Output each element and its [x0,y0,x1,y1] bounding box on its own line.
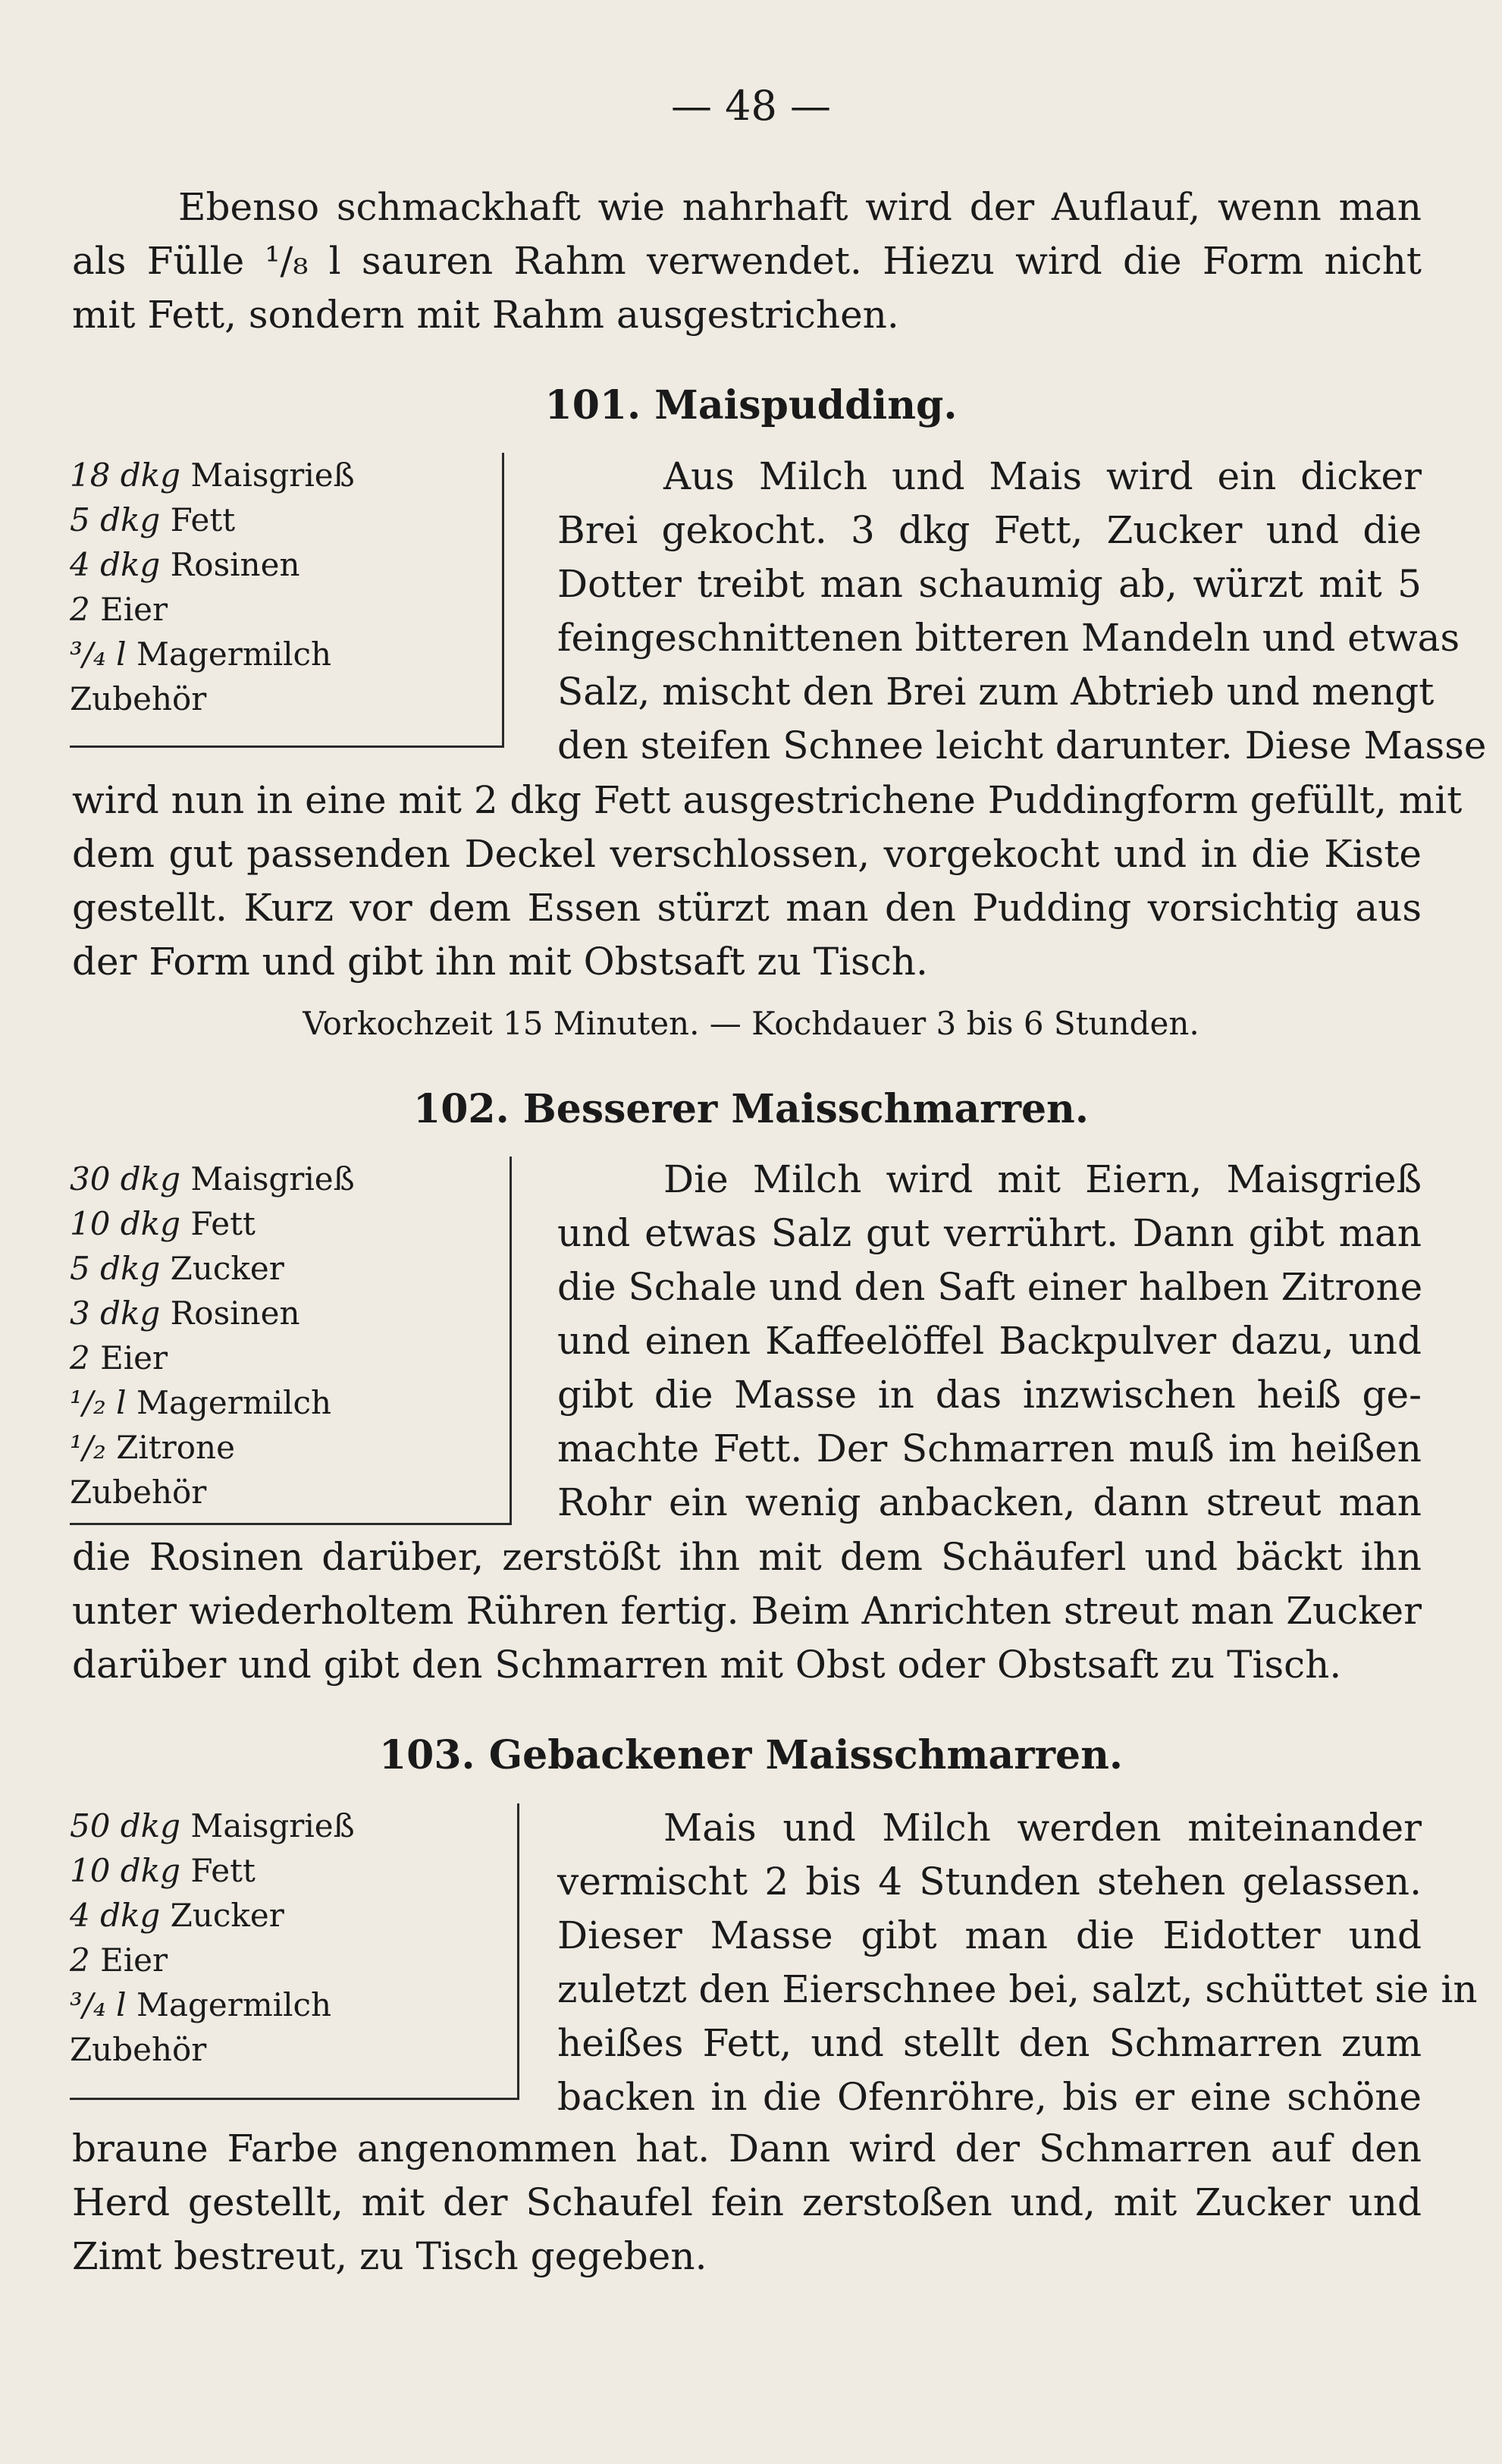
text-line: Dotter treibt man schaumig ab, würzt mit 5 [557,562,1422,606]
recipe-title-102: 102. Besserer Maisschmarren. [413,1086,1089,1132]
text-line: Brei gekocht. 3 dkg Fett, Zucker und die [557,508,1422,552]
ingredient-item [70,1425,502,1470]
text-line: Herd gestellt, mit der Schaufel fein zerstoßen und, mit Zucker und [72,2180,1422,2224]
ingredient-qty: 5 dkg [70,1250,161,1287]
recipe-title-103: 103. Gebackener Maisschmarren. [379,1732,1123,1778]
ingredient-qty: 2 [70,1941,90,1979]
text-line: die Rosinen darüber, zerstößt ihn mit dem Schäuferl und bäckt ihn [72,1535,1422,1579]
text-line: Dieser Masse gibt man die Eidotter und [557,1913,1422,1957]
text-line: feingeschnittenen bitteren Mandeln und etwas [557,616,1460,660]
ingredient-name: Magermilch [136,1986,332,2023]
text-line: darüber und gibt den Schmarren mit Obst oder Obstsaft zu Tisch. [72,1643,1342,1687]
ingredient-item [70,1803,510,1848]
recipe-text-side-103 [557,1801,1478,2124]
text-line: Rohr ein wenig anbacken, dann streut man [557,1480,1422,1524]
text-line: unter wiederholtem Rühren fertig. Beim Anrichten streut man Zucker [72,1589,1422,1633]
page-number: — 48 — [670,82,832,130]
ingredient-item [70,1982,510,2027]
ingredient-qty: 2 [70,591,90,628]
ingredient-name: Fett [190,1205,256,1242]
text-line: Die Milch wird mit Eiern, Maisgrieß [663,1157,1422,1201]
recipe-text-side-102 [557,1153,1422,1530]
text-line: mit Fett, sondern mit Rahm ausgestrichen. [72,293,899,337]
ingredient-name: Rosinen [170,1295,300,1332]
ingredient-qty: 10 dkg [70,1205,181,1242]
ingredient-qty: 5 dkg [70,501,161,538]
ingredient-name: Eier [100,591,168,628]
text-line: die Schale und den Saft einer halben Zitrone [557,1265,1423,1309]
ingredient-name: Magermilch [136,636,332,673]
ingredient-name: Maisgrieß [190,1807,355,1844]
text-line: den steifen Schnee leicht darunter. Diese Masse [557,724,1487,767]
text-line: Ebenso schmackhaft wie nahrhaft wird der Auflauf, wenn man [178,185,1422,229]
ingredient-item [70,632,494,676]
text-line: vermischt 2 bis 4 Stunden stehen gelassen. [557,1860,1422,1904]
ingredient-name: Eier [100,1941,168,1979]
recipe-text-full-102 [72,1530,1422,1692]
text-line: Salz, mischt den Brei zum Abtrieb und mengt [557,670,1435,714]
ingredient-list-102 [70,1157,512,1525]
ingredient-name: Eier [100,1339,168,1376]
ingredient-list-101 [70,453,504,748]
ingredient-item [70,498,494,542]
ingredient-qty: 2 [70,1339,90,1376]
ingredient-item [70,1246,502,1291]
ingredient-qty: 3 dkg [70,1295,161,1332]
ingredient-qty: 50 dkg [70,1807,181,1844]
ingredient-qty: 4 dkg [70,546,161,583]
text-line: gestellt. Kurz vor dem Essen stürzt man den Pudding vorsichtig aus [72,886,1422,930]
ingredient-item [70,1291,502,1336]
ingredient-name: Maisgrieß [190,457,355,494]
ingredient-item [70,587,494,632]
ingredient-name: Zucker [170,1250,284,1287]
text-line: als Fülle ¹/₈ l sauren Rahm verwendet. Hiezu wird die Form nicht [72,239,1422,283]
text-line: und etwas Salz gut verrührt. Dann gibt man [557,1211,1422,1255]
ingredient-list-103 [70,1803,519,2100]
ingredient-item [70,1848,510,1893]
recipe-text-full-101 [72,774,1463,989]
text-line: dem gut passenden Deckel verschlossen, vorgekocht und in die Kiste [72,832,1422,876]
ingredient-name: Fett [170,501,236,538]
ingredient-qty: 18 dkg [70,457,181,494]
recipe-text-full-103 [72,2122,1422,2284]
text-line: machte Fett. Der Schmarren muß im heißen [557,1427,1422,1471]
ingredient-name: Zubehör [70,1474,207,1511]
text-line: zuletzt den Eierschnee bei, salzt, schüttet sie in [557,1967,1478,2011]
ingredient-qty: ³/₄ l [70,636,127,673]
ingredient-item [70,676,494,721]
recipe-text-side-101 [557,450,1487,773]
text-line: Mais und Milch werden miteinander [663,1806,1422,1850]
intro-paragraph [72,180,1422,342]
text-line: Zimt bestreut, zu Tisch gegeben. [72,2234,707,2278]
text-line: gibt die Masse in das inzwischen heiß ge- [557,1373,1422,1417]
ingredient-item [70,1470,502,1514]
ingredient-qty: ³/₄ l [70,1986,127,2023]
ingredient-item [70,1893,510,1938]
ingredient-item [70,453,494,498]
ingredient-name: Magermilch [136,1384,332,1421]
ingredient-qty: 10 dkg [70,1852,181,1889]
ingredient-name: Fett [190,1852,256,1889]
text-line: backen in die Ofenröhre, bis er eine schöne [557,2075,1422,2119]
ingredient-item [70,1201,502,1246]
text-line: braune Farbe angenommen hat. Dann wird der Schmarren auf den [72,2127,1422,2171]
text-line: Aus Milch und Mais wird ein dicker [663,454,1422,498]
ingredient-qty: 4 dkg [70,1897,161,1934]
ingredient-name: Rosinen [170,546,300,583]
ingredient-item [70,1336,502,1380]
ingredient-item [70,2027,510,2072]
ingredient-name: Zitrone [116,1429,235,1466]
text-line: und einen Kaffeelöffel Backpulver dazu, und [557,1319,1422,1363]
ingredient-qty: ¹/₂ [70,1429,106,1466]
ingredient-item [70,542,494,587]
ingredient-name: Zubehör [70,680,207,717]
ingredient-qty: 30 dkg [70,1160,181,1197]
recipe-title-101: 101. Maispudding. [544,382,958,428]
ingredient-item [70,1157,502,1201]
text-line: wird nun in eine mit 2 dkg Fett ausgestrichene Puddingform gefüllt, mit [72,778,1463,822]
cooking-time-note: Vorkochzeit 15 Minuten. — Kochdauer 3 bis 6 Stunden. [303,1005,1199,1042]
ingredient-name: Zubehör [70,2031,207,2068]
text-line: heißes Fett, und stellt den Schmarren zum [557,2021,1422,2065]
ingredient-name: Maisgrieß [190,1160,355,1197]
ingredient-item [70,1938,510,1982]
ingredient-item [70,1380,502,1425]
ingredient-qty: ¹/₂ l [70,1384,127,1421]
text-line: der Form und gibt ihn mit Obstsaft zu Tisch. [72,940,928,984]
ingredient-name: Zucker [170,1897,284,1934]
